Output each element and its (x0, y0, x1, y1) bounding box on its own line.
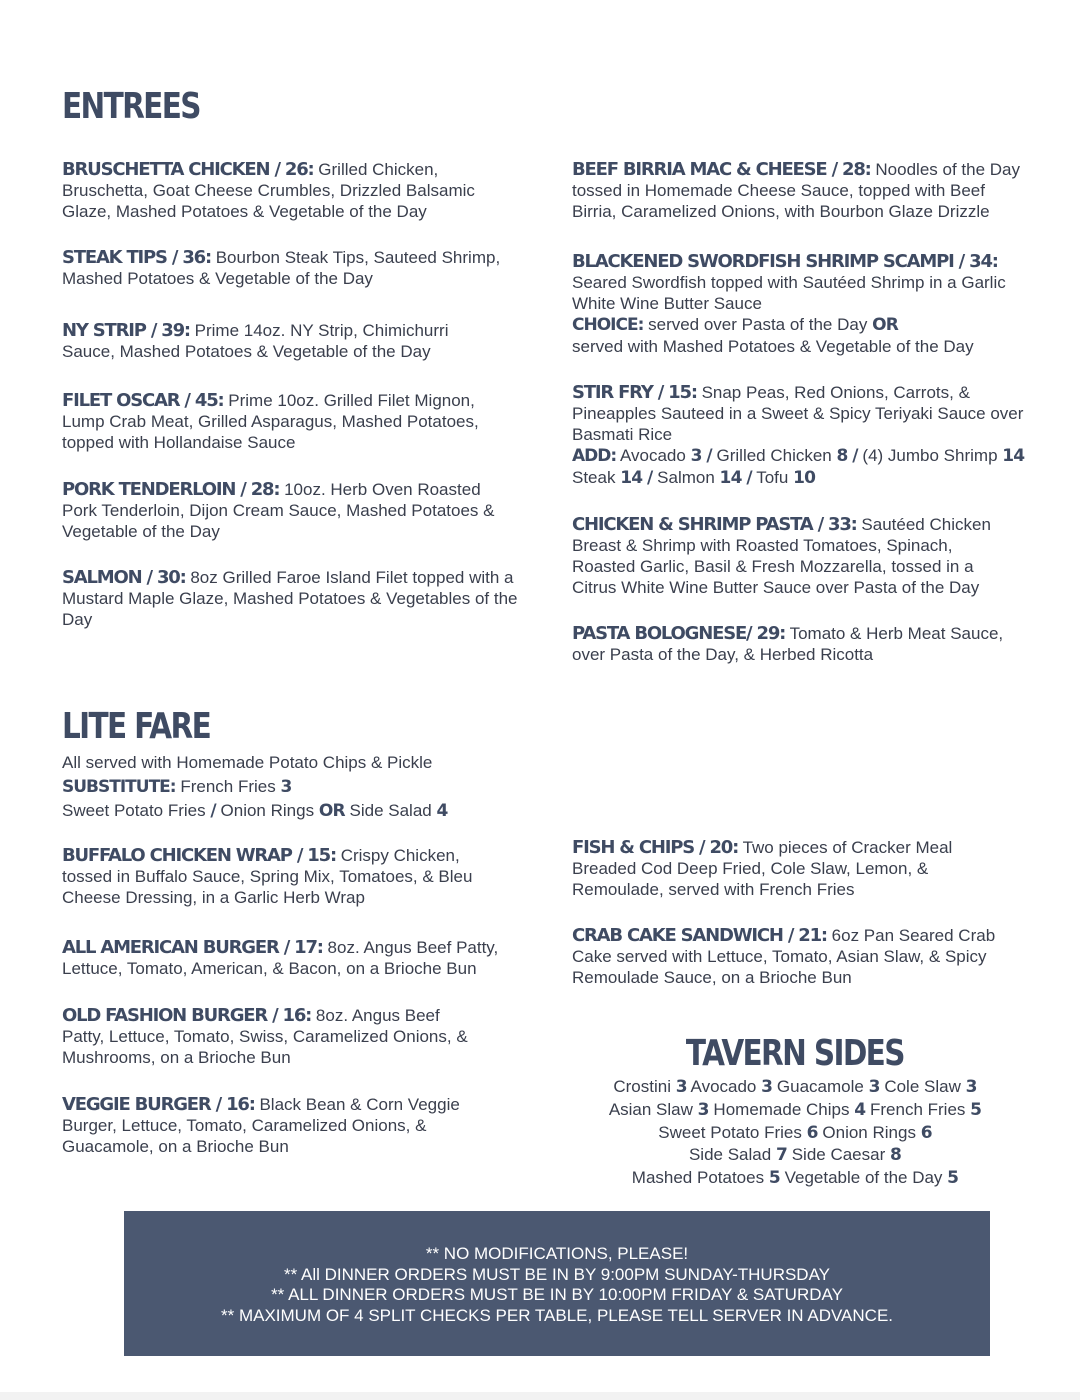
sub-option: Onion Rings (220, 801, 315, 820)
separator: / (746, 468, 752, 488)
menu-item-ny-strip (62, 320, 482, 362)
menu-item-old-fashion-burger (62, 1005, 482, 1068)
addon-price: 8 (836, 446, 848, 466)
item-name: VEGGIE BURGER / 16: (62, 1094, 255, 1115)
sides-line (572, 1122, 1018, 1145)
notice-line: ** NO MODIFICATIONS, PLEASE! (425, 1244, 689, 1263)
item-description: Black Bean & Corn Veggie Burger, Lettuce, Tomato, Caramelized Onions, & Guacamole, on a Brioche Bun (62, 1095, 460, 1156)
menu-item-fish-chips (572, 837, 972, 900)
notice-line: ** MAXIMUM OF 4 SPLIT CHECKS PER TABLE, PLEASE TELL SERVER IN ADVANCE. (220, 1305, 894, 1325)
item-description: Snap Peas, Red Onions, Carrots, & Pineapples Sauteed in a Sweet & Spicy Teriyaki Sauce over Basmati Rice (572, 383, 1024, 444)
add-label: ADD: (572, 446, 617, 466)
separator: / (210, 801, 216, 821)
lite-fare-intro (62, 751, 520, 824)
menu-item-chicken-shrimp-pasta (572, 514, 1012, 598)
item-name: BRUSCHETTA CHICKEN / 26: (62, 159, 314, 180)
addon-name: Avocado (619, 446, 686, 465)
addon-name: Salmon (657, 468, 715, 487)
addon-name: Grilled Chicken (716, 446, 832, 465)
sub-option: Sweet Potato Fries (62, 801, 206, 820)
menu-item-all-american-burger (62, 937, 510, 979)
item-description: Bourbon Steak Tips, Sauteed Shrimp, Mashed Potatoes & Vegetable of the Day (62, 248, 501, 288)
side-price: 6 (806, 1122, 818, 1143)
item-name: FISH & CHIPS / 20: (572, 837, 739, 858)
intro-text: All served with Homemade Potato Chips & Pickle (62, 753, 433, 772)
item-description: Sautéed Chicken Breast & Shrimp with Roasted Tomatoes, Spinach, Roasted Garlic, Basil & Fresh Mozzarella, tossed in a Citrus White Wine Butter Sauce over Pasta of the Day (572, 515, 991, 597)
side-price: 3 (965, 1077, 977, 1097)
side-price: 6 (920, 1122, 932, 1143)
menu-item-filet-oscar (62, 390, 510, 453)
notice-line: ** ALL DINNER ORDERS MUST BE IN BY 10:00PM FRIDAY & SATURDAY (271, 1285, 843, 1304)
separator: / (852, 446, 858, 466)
side-price: 3 (675, 1077, 687, 1097)
side-price: 8 (890, 1145, 902, 1166)
item-name: CRAB CAKE SANDWICH / 21: (572, 925, 827, 946)
item-description: Noodles of the Day tossed in Homemade Cheese Sauce, topped with Beef Birria, Caramelized Onions, with Bourbon Glaze Drizzle (572, 160, 1020, 221)
item-name: FILET OSCAR / 45: (62, 390, 224, 411)
item-name: NY STRIP / 39: (62, 320, 190, 341)
separator: / (706, 446, 712, 466)
menu-item-pasta-bolognese (572, 623, 1012, 665)
choice-label: CHOICE: (572, 315, 644, 335)
sides-line (572, 1076, 1018, 1099)
menu-item-buffalo-wrap (62, 845, 510, 908)
sub-option: Side Salad (349, 801, 432, 820)
sides-line (572, 1167, 1018, 1190)
side-name: Sweet Potato Fries (658, 1122, 802, 1142)
sub-price: 4 (436, 801, 448, 821)
side-price: 5 (970, 1099, 982, 1120)
item-name: SALMON / 30: (62, 567, 186, 588)
item-name: CHICKEN & SHRIMP PASTA / 33: (572, 514, 857, 535)
side-name: Avocado (690, 1077, 757, 1096)
side-price: 3 (868, 1077, 880, 1097)
item-description: Prime 10oz. Grilled Filet Mignon, Lump Crab Meat, Grilled Asparagus, Mashed Potatoes, topped with Hollandaise Sauce (62, 391, 479, 452)
item-description: 8oz. Angus Beef Patty, Lettuce, Tomato, American, & Bacon, on a Brioche Bun (62, 938, 499, 978)
tavern-sides-title: TAVERN SIDES (686, 1033, 904, 1074)
item-name: PASTA BOLOGNESE/ 29: (572, 623, 786, 644)
menu-item-beef-birria (572, 159, 1032, 222)
item-description: Grilled Chicken, Bruschetta, Goat Cheese Crumbles, Drizzled Balsamic Glaze, Mashed Potatoes & Vegetable of the Day (62, 160, 475, 221)
item-description: 6oz Pan Seared Crab Cake served with Lettuce, Tomato, Asian Slaw, & Spicy Remoulade Sauce, on a Brioche Bun (572, 926, 996, 987)
item-name: STIR FRY / 15: (572, 382, 697, 403)
menu-item-salmon (62, 567, 520, 630)
separator: / (647, 468, 653, 488)
item-description: Seared Swordfish topped with Sautéed Shrimp in a Garlic White Wine Butter Sauce (572, 273, 1006, 313)
side-name: Asian Slaw (608, 1099, 693, 1119)
sides-line (572, 1144, 1018, 1167)
side-name: Crostini (613, 1077, 671, 1096)
item-name: BLACKENED SWORDFISH SHRIMP SCAMPI / 34: (572, 251, 998, 272)
addon-name: Steak (572, 468, 616, 487)
item-name: ALL AMERICAN BURGER / 17: (62, 937, 323, 958)
tavern-sides-list (572, 1076, 1018, 1190)
tavern-sides-heading (572, 1033, 1018, 1074)
side-name: Mashed Potatoes (631, 1168, 765, 1188)
or-label: OR (872, 315, 899, 335)
addon-price: 14 (620, 468, 643, 488)
item-description: Tomato & Herb Meat Sauce, over Pasta of the Day, & Herbed Ricotta (572, 624, 1004, 664)
side-name: Vegetable of the Day (784, 1168, 943, 1188)
sub-option: French Fries (180, 776, 276, 796)
or-label: OR (318, 801, 345, 821)
item-name: OLD FASHION BURGER / 16: (62, 1005, 312, 1026)
addon-price: 14 (719, 468, 742, 488)
notice-banner (124, 1211, 990, 1356)
menu-item-bruschetta-chicken (62, 159, 520, 222)
sub-price: 3 (280, 776, 292, 797)
item-name: BUFFALO CHICKEN WRAP / 15: (62, 845, 336, 866)
side-name: Side Caesar (791, 1145, 886, 1165)
side-name: French Fries (869, 1099, 966, 1119)
item-description: Prime 14oz. NY Strip, Chimichurri Sauce, Mashed Potatoes & Vegetable of the Day (62, 321, 449, 361)
item-description: 8oz Grilled Faroe Island Filet topped with a Mustard Maple Glaze, Mashed Potatoes & Vegetables of the Day (62, 568, 518, 629)
sides-line (572, 1099, 1018, 1122)
choice-option: served with Mashed Potatoes & Vegetable of the Day (572, 337, 974, 356)
page-bottom-edge (0, 1392, 1080, 1400)
side-price: 3 (697, 1099, 709, 1120)
item-description: 10oz. Herb Oven Roasted Pork Tenderloin, Dijon Cream Sauce, Mashed Potatoes & Vegetable of the Day (62, 480, 495, 541)
menu-item-steak-tips (62, 247, 520, 289)
addon-name: Tofu (756, 468, 789, 487)
side-name: Side Salad (688, 1145, 772, 1165)
addon-price: 14 (1002, 446, 1025, 466)
addon-price: 10 (793, 468, 816, 488)
notice-line: ** All DINNER ORDERS MUST BE IN BY 9:00PM SUNDAY-THURSDAY (283, 1264, 831, 1284)
side-name: Onion Rings (822, 1122, 916, 1142)
side-price: 7 (775, 1145, 787, 1166)
substitute-label: SUBSTITUTE: (62, 776, 176, 797)
side-price: 4 (854, 1099, 866, 1120)
menu-item-swordfish (572, 251, 1032, 357)
entrees-heading: ENTREES (62, 86, 200, 127)
menu-item-crab-cake-sandwich (572, 925, 1027, 988)
item-description: 8oz. Angus Beef Patty, Lettuce, Tomato, Swiss, Caramelized Onions, & Mushrooms, on a Brioche Bun (62, 1006, 468, 1067)
side-name: Cole Slaw (884, 1077, 961, 1096)
lite-fare-heading: LITE FARE (62, 706, 211, 747)
menu-item-veggie-burger (62, 1094, 517, 1157)
menu-item-pork-tenderloin (62, 479, 520, 542)
addon-price: 3 (690, 446, 702, 466)
choice-option: served over Pasta of the Day (648, 315, 868, 334)
side-name: Homemade Chips (713, 1099, 850, 1119)
side-price: 5 (768, 1168, 780, 1189)
side-name: Guacamole (776, 1077, 864, 1096)
item-name: STEAK TIPS / 36: (62, 247, 211, 268)
side-price: 3 (761, 1077, 773, 1097)
menu-item-stir-fry (572, 382, 1032, 489)
addon-name: (4) Jumbo Shrimp (862, 446, 998, 465)
item-name: PORK TENDERLOIN / 28: (62, 479, 280, 500)
item-name: BEEF BIRRIA MAC & CHEESE / 28: (572, 159, 871, 180)
item-description: Crispy Chicken, tossed in Buffalo Sauce, Spring Mix, Tomatoes, & Bleu Cheese Dressing, in a Garlic Herb Wrap (62, 846, 473, 907)
side-price: 5 (947, 1168, 959, 1189)
item-description: Two pieces of Cracker Meal Breaded Cod Deep Fried, Cole Slaw, Lemon, & Remoulade, served with French Fries (572, 838, 953, 899)
